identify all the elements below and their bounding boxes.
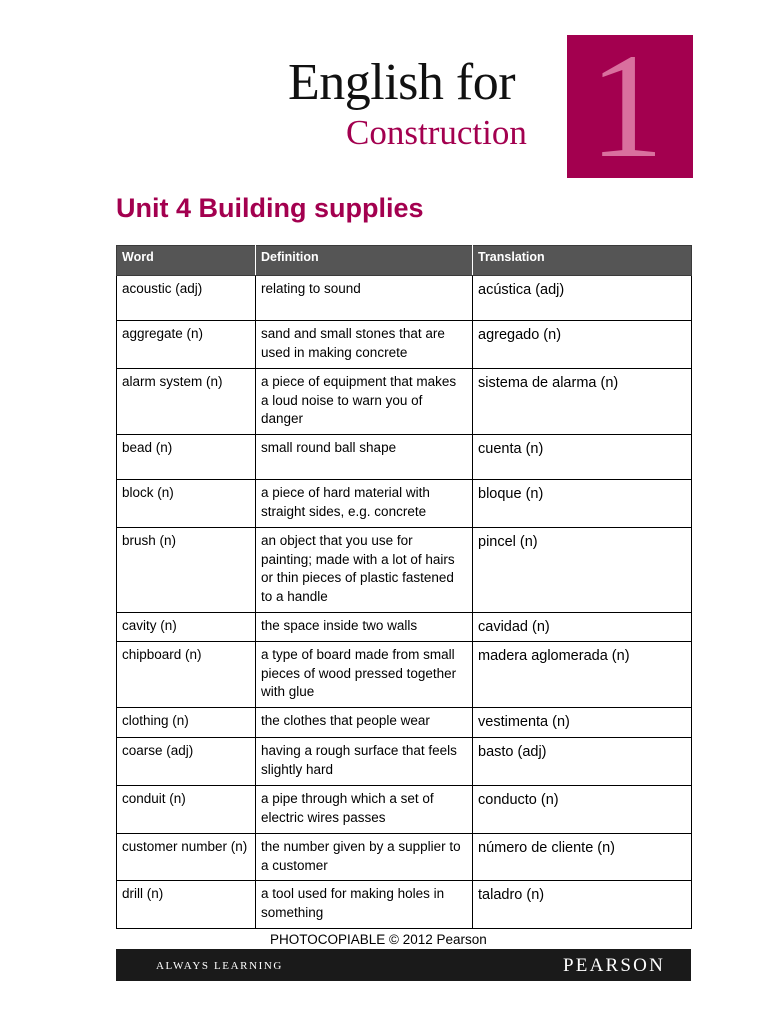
definition-cell: having a rough surface that feels slightly hard [256,738,473,786]
table-row [117,834,692,881]
translation-cell: cavidad (n) [473,613,692,642]
tagline: ALWAYS LEARNING [156,960,283,972]
column-header-word: Word [117,246,256,276]
definition-cell: a pipe through which a set of electric wires passes [256,786,473,834]
word-cell: drill (n) [117,881,256,929]
translation-cell: acústica (adj) [473,276,692,321]
definition-cell: the number given by a supplier to a customer [256,834,473,881]
translation-cell: vestimenta (n) [473,708,692,738]
book-title-line1: English for [288,54,516,111]
column-header-translation: Translation [473,246,692,276]
table-row [117,435,692,480]
level-badge [567,35,693,178]
table-row [117,786,692,834]
word-cell: conduit (n) [117,786,256,834]
word-cell: coarse (adj) [117,738,256,786]
copyright-notice: PHOTOCOPIABLE © 2012 Pearson [270,932,487,947]
word-cell: customer number (n) [117,834,256,881]
translation-cell: bloque (n) [473,480,692,528]
translation-cell: agregado (n) [473,321,692,369]
word-cell: brush (n) [117,528,256,613]
vocabulary-table [116,245,692,929]
level-number: 1 [589,35,664,178]
definition-cell: the clothes that people wear [256,708,473,738]
translation-cell: conducto (n) [473,786,692,834]
translation-cell: basto (adj) [473,738,692,786]
table-header-row [117,246,692,276]
word-cell: aggregate (n) [117,321,256,369]
book-title [288,55,527,153]
table-row [117,881,692,929]
column-header-definition: Definition [256,246,473,276]
publisher-logo: PEARSON [563,955,665,976]
translation-cell: pincel (n) [473,528,692,613]
table-row [117,738,692,786]
table-row [117,528,692,613]
word-cell: acoustic (adj) [117,276,256,321]
definition-cell: small round ball shape [256,435,473,480]
table-row [117,276,692,321]
definition-cell: a type of board made from small pieces of wood pressed together with glue [256,642,473,708]
footer-bar [116,949,691,981]
book-title-line2: Construction [346,113,527,152]
word-cell: alarm system (n) [117,369,256,435]
word-cell: bead (n) [117,435,256,480]
translation-cell: número de cliente (n) [473,834,692,881]
definition-cell: an object that you use for painting; made with a lot of hairs or thin pieces of plastic fastened to a handle [256,528,473,613]
definition-cell: the space inside two walls [256,613,473,642]
table-row [117,369,692,435]
word-cell: chipboard (n) [117,642,256,708]
table-row [117,321,692,369]
translation-cell: cuenta (n) [473,435,692,480]
word-cell: block (n) [117,480,256,528]
table-row [117,480,692,528]
definition-cell: a piece of hard material with straight sides, e.g. concrete [256,480,473,528]
table-row [117,708,692,738]
definition-cell: a piece of equipment that makes a loud noise to warn you of danger [256,369,473,435]
definition-cell: relating to sound [256,276,473,321]
unit-title: Unit 4 Building supplies [116,193,424,223]
word-cell: cavity (n) [117,613,256,642]
definition-cell: sand and small stones that are used in making concrete [256,321,473,369]
word-cell: clothing (n) [117,708,256,738]
table-row [117,642,692,708]
translation-cell: taladro (n) [473,881,692,929]
translation-cell: sistema de alarma (n) [473,369,692,435]
translation-cell: madera aglomerada (n) [473,642,692,708]
table-row [117,613,692,642]
definition-cell: a tool used for making holes in something [256,881,473,929]
